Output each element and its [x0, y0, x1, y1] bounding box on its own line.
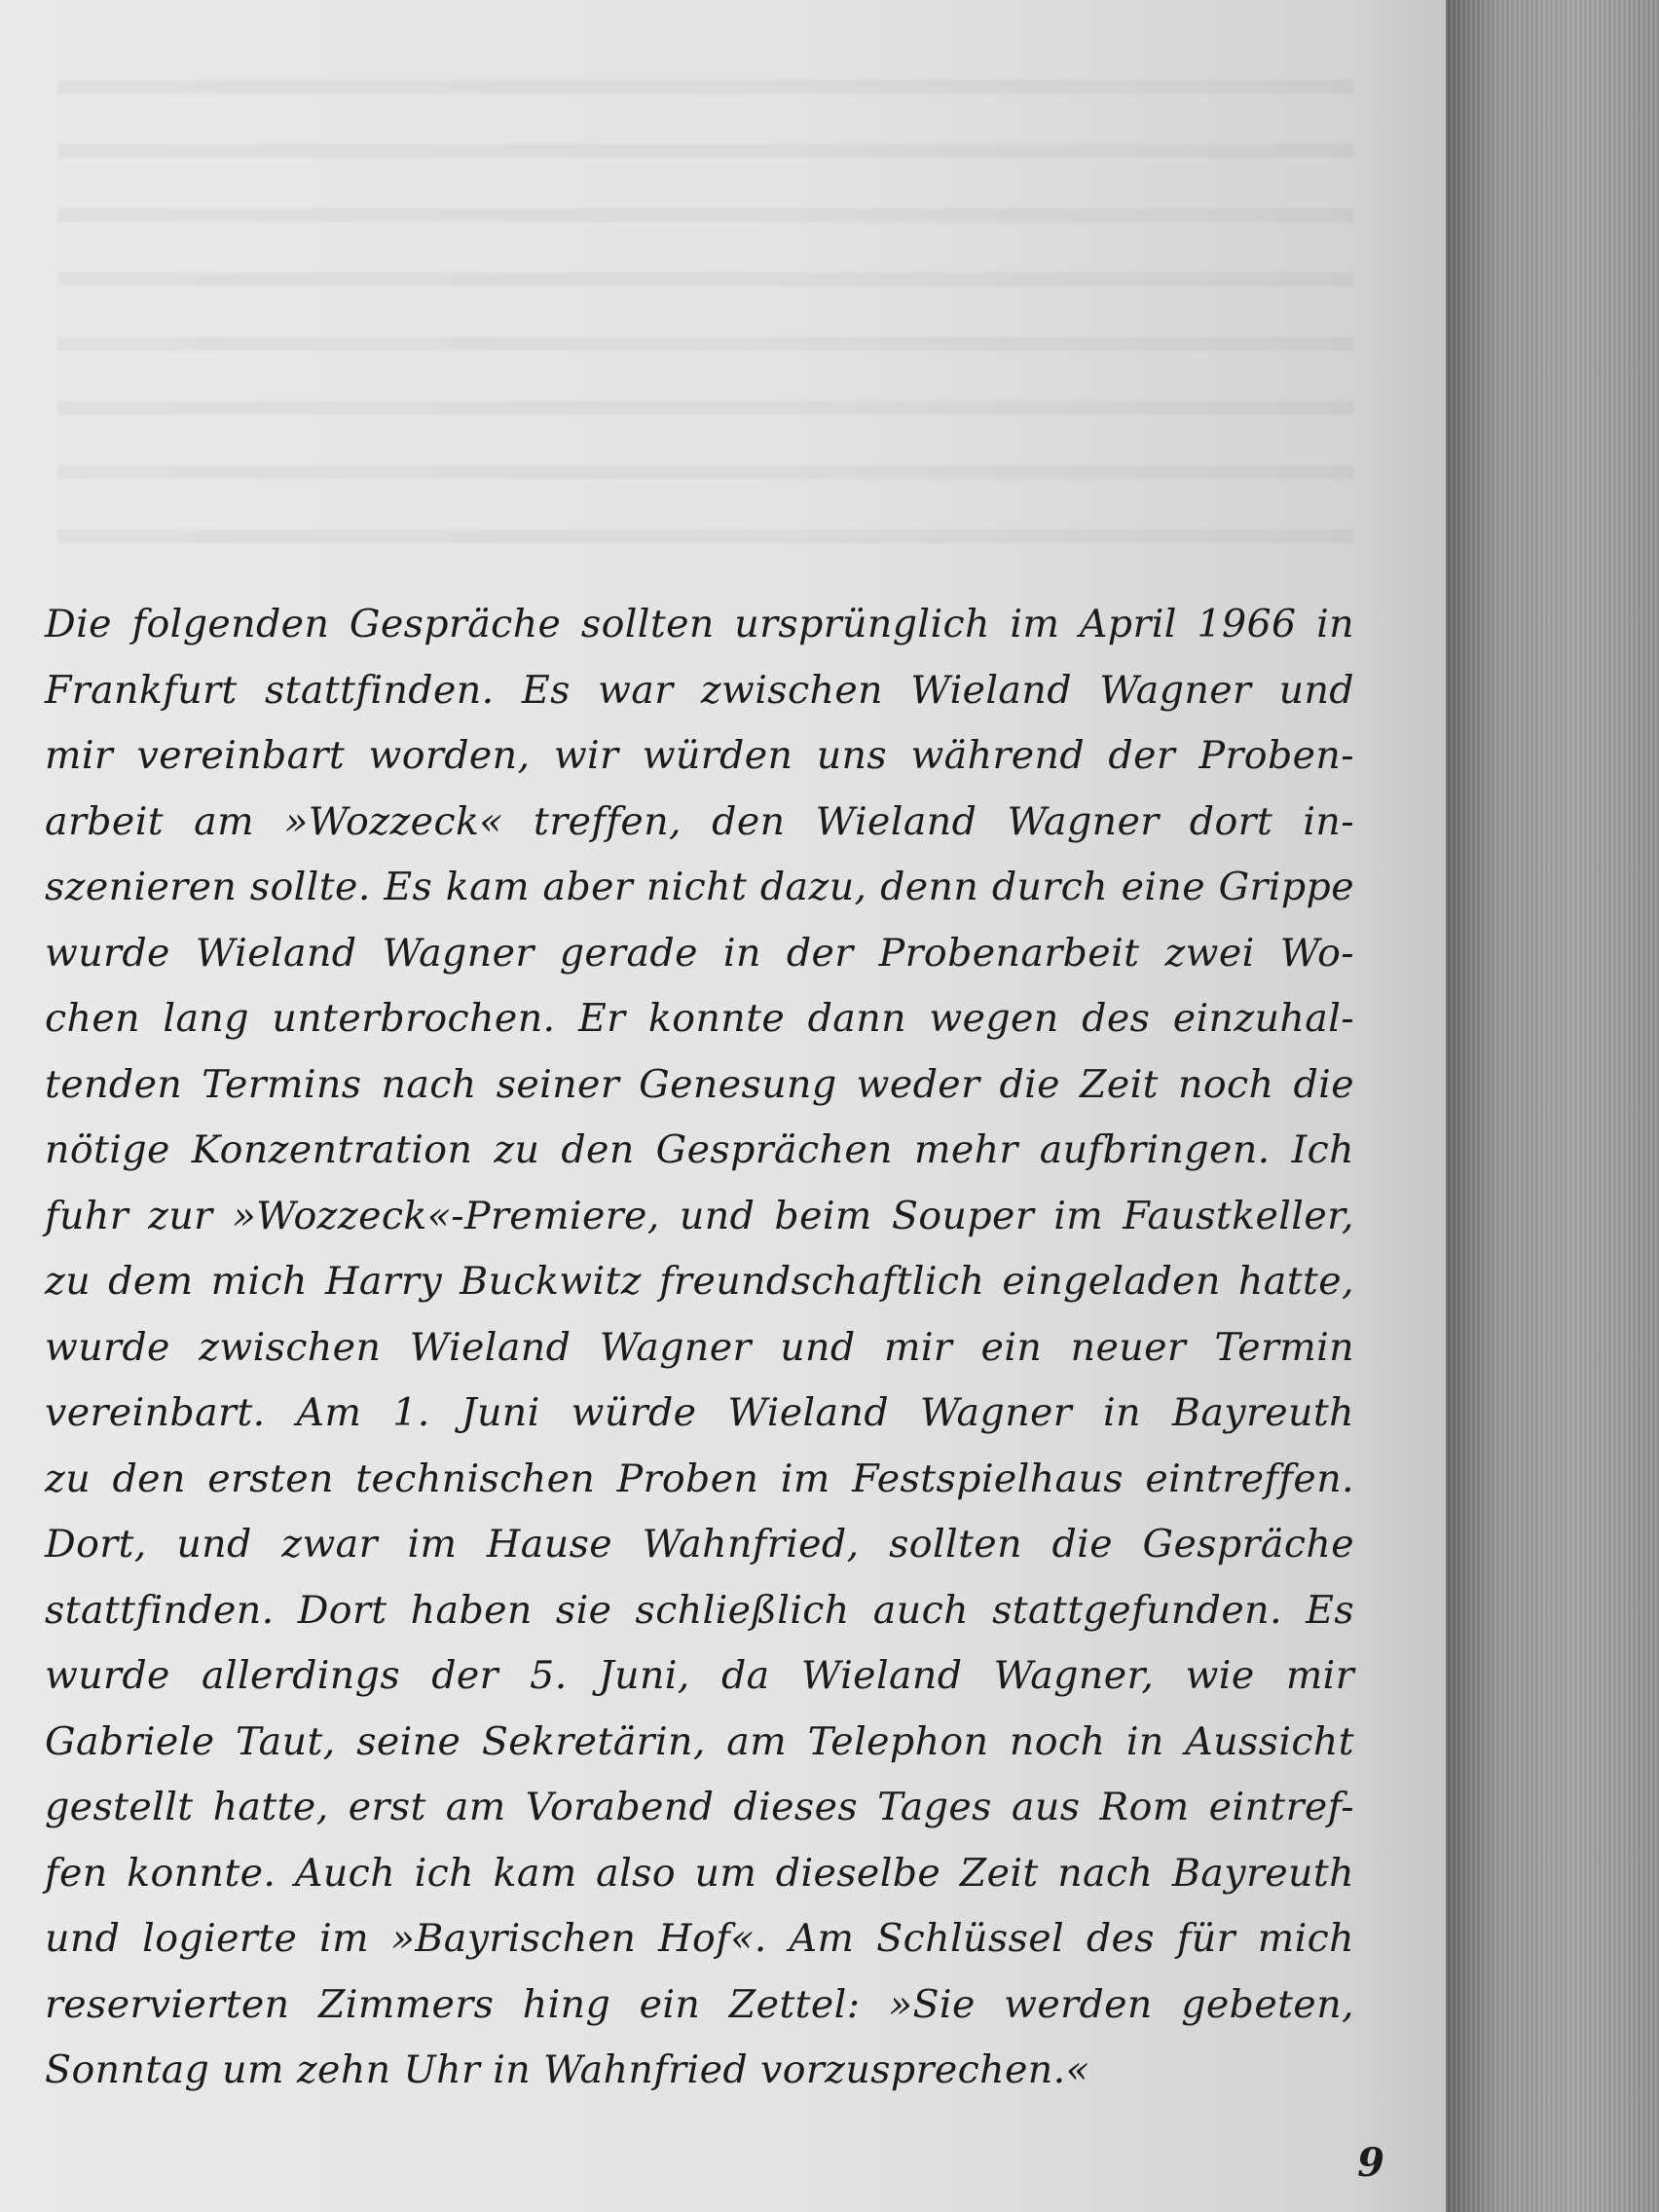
paragraph-line-5: szenieren sollte. Es kam aber nicht dazu, denn durch eine Grippe [45, 865, 1354, 909]
paragraph-line-20: fen konnte. Auch ich kam also um dieselbe Zeit nach Bayreuth [45, 1850, 1354, 1896]
paragraph-line-18: Gabriele Taut, seine Sekretärin, am Telephon noch in Aussicht [45, 1718, 1354, 1764]
paragraph-line-2: Frankfurt stattfinden. Es war zwischen Wieland Wagner und [45, 667, 1354, 713]
paragraph-line-12: wurde zwischen Wieland Wagner und mir ein neuer Termin [45, 1324, 1354, 1370]
show-through-texture [58, 29, 1353, 574]
paragraph-line-17: wurde allerdings der 5. Juni, da Wieland Wagner, wie mir [45, 1653, 1354, 1698]
page-number: 9 [1357, 2140, 1384, 2186]
body-paragraph [45, 592, 1354, 2104]
paragraph-line-22: reservierten Zimmers hing ein Zettel: »Sie werden gebeten, [45, 1981, 1354, 2027]
paragraph-line-6: wurde Wieland Wagner gerade in der Probenarbeit zwei Wo- [45, 930, 1354, 976]
paragraph-line-15: Dort, und zwar im Hause Wahnfried, sollten die Gespräche [45, 1522, 1354, 1567]
paragraph-line-19: gestellt hatte, erst am Vorabend dieses Tages aus Rom eintref- [45, 1785, 1354, 1829]
paragraph-line-13: vereinbart. Am 1. Juni würde Wieland Wagner in Bayreuth [45, 1390, 1354, 1435]
paragraph-line-9: nötige Konzentration zu den Gesprächen mehr aufbringen. Ich [45, 1127, 1354, 1172]
paragraph-line-14: zu den ersten technischen Proben im Festspielhaus eintreffen. [45, 1456, 1354, 1501]
adjacent-page-edge [1446, 0, 1659, 2212]
paragraph-line-1: Die folgenden Gespräche sollten ursprünglich im April 1966 in [45, 602, 1354, 646]
paragraph-line-8: tenden Termins nach seiner Genesung weder die Zeit noch die [45, 1061, 1354, 1107]
paragraph-line-10: fuhr zur »Wozzeck«-Premiere, und beim Souper im Faustkeller, [45, 1193, 1354, 1238]
paragraph-line-16: stattfinden. Dort haben sie schließlich auch stattgefunden. Es [45, 1587, 1354, 1633]
paragraph-line-11: zu dem mich Harry Buckwitz freundschaftlich eingeladen hatte, [45, 1259, 1354, 1304]
paragraph-line-7: chen lang unterbrochen. Er konnte dann wegen des einzuhal- [45, 996, 1354, 1041]
paragraph-line-23: Sonntag um zehn Uhr in Wahnfried vorzusprechen.« [45, 2047, 1090, 2092]
paragraph-line-21: und logierte im »Bayrischen Hof«. Am Schlüssel des für mich [45, 1916, 1354, 1961]
paragraph-line-3: mir vereinbart worden, wir würden uns während der Proben- [45, 733, 1354, 778]
paragraph-line-4: arbeit am »Wozzeck« treffen, den Wieland Wagner dort in- [45, 798, 1354, 844]
